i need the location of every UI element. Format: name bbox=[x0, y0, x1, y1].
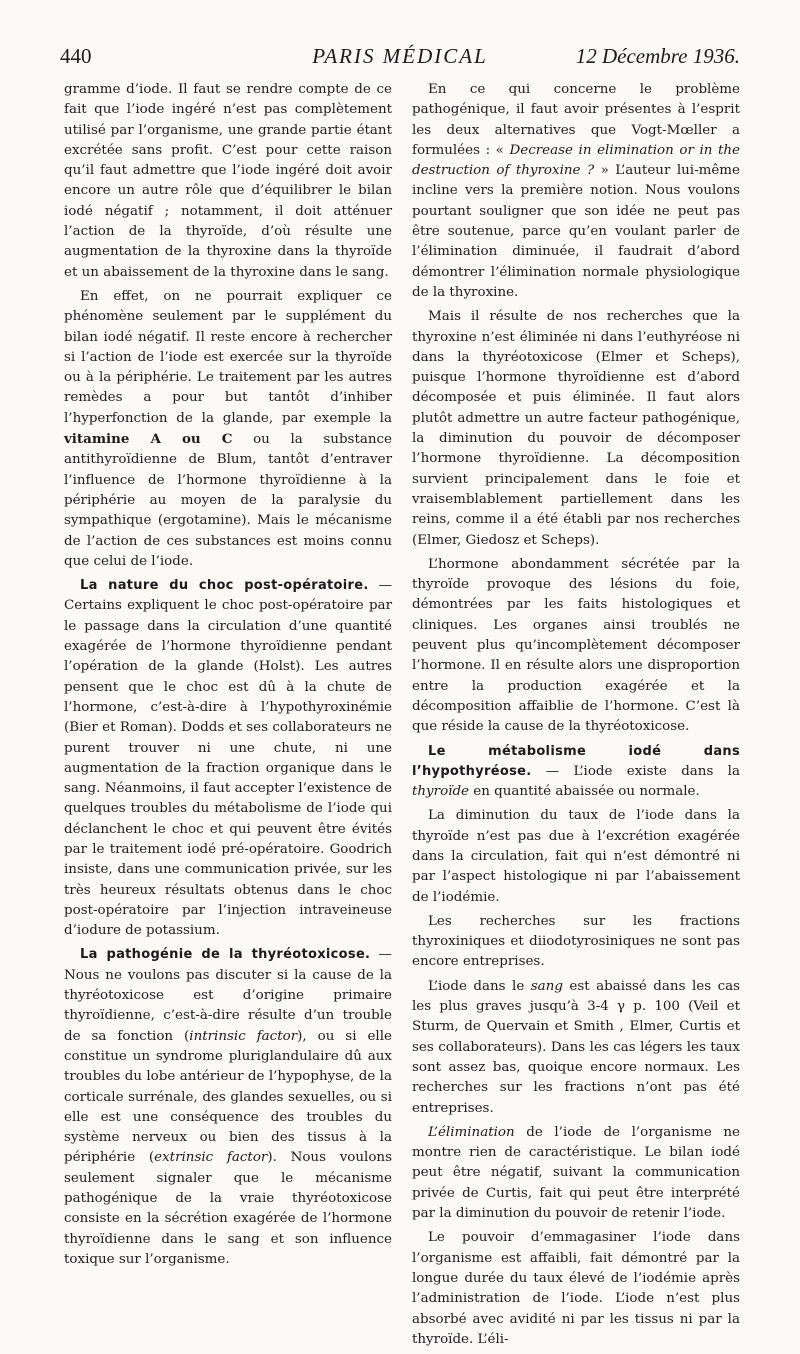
bold-term: vitamine A ou C bbox=[64, 431, 233, 448]
paragraph: Le pouvoir d’emmagasiner l’iode dans l’organisme est affaibli, fait démontré par la longue durée du taux élevé de l’iodémie après l’administration de l’iode. L’iode n’est plus absorbé avec avidité ni par les tissus ni par la thyroïde. L’éli- bbox=[412, 1230, 740, 1347]
italic-term: L’élimination bbox=[428, 1124, 515, 1140]
left-column bbox=[64, 80, 392, 1274]
italic-term: extrinsic factor bbox=[154, 1150, 268, 1166]
italic-term: thyroïde bbox=[412, 784, 470, 800]
paragraph: La nature du choc post-opératoire. — Certains expliquent le choc post-opératoire par le passage dans la circulation d’une quantité exagérée de l’hormone thyroïdienne pendant l’opération de la glande (Holst). Les autres pensent que le choc est dû à la chute de l’hormone, c’est-à-dire à l’hypothyroxinémie (Bier et Roman). Dodds et ses collaborateurs ne purent trouver ni une chute, ni une augmentation de la fraction organique dans le sang. Néanmoins, il faut accepter l’existence de quelques troubles du métabolisme de l’iode qui déclanchent le choc et qui peuvent être évités par le traitement iodé pré-opératoire. Goodrich insiste, dans une communication privée, sur les très heureux résultats obtenus dans le choc post-opératoire par l’injection intraveineuse d’iodure de potassium. bbox=[64, 578, 392, 939]
running-header bbox=[60, 44, 740, 74]
paragraph: L’iode dans le sang est abaissé dans les cas les plus graves jusqu’à 3-4 γ p. 100 (Veil et Sturm, de Quervain et Smith , Elmer, Curtis et ses collaborateurs). Dans les cas légers les taux sont assez bas, quoique encore normaux. Les recherches sur les fractions n’ont pas été entreprises. bbox=[412, 978, 741, 1116]
page-number: 440 bbox=[60, 44, 92, 68]
italic-quote: Decrease in elimination or in the destruction of thyroxine ? bbox=[412, 142, 740, 179]
paragraph: La diminution du taux de l’iode dans la thyroïde n’est pas due à l’excrétion exagérée dans la circulation, fait qui n’est démontré ni par l’aspect histologique ni par l’abaissement de l’iodémie. bbox=[412, 808, 740, 905]
italic-term: sang bbox=[530, 978, 563, 994]
paragraph: En effet, on ne pourrait expliquer ce phénomène seulement par le supplément du bilan iodé négatif. Il reste encore à rechercher si l’action de l’iode est exercée sur la thyroïde ou à la périphérie. Le traitement par les autres remèdes a pour but tantôt d’inhiber l’hyperfonction de la glande, par exemple la vitamine A ou C ou la substance antithyroïdienne de Blum, tantôt d’entraver l’influence de l’hormone thyroïdienne à la périphérie au moyen de la paralysie du sympathique (ergotamine). Mais le mécanisme de l’action de ces substances est moins connu que celui de l’iode. bbox=[64, 288, 392, 569]
issue-date: 12 Décembre 1936. bbox=[575, 44, 740, 68]
section-heading: La pathogénie de la thyréotoxicose. bbox=[80, 947, 371, 963]
paragraph: En ce qui concerne le problème pathogénique, il faut avoir présentes à l’esprit les deux alternatives que Vogt-Mœller a formulées : « Decrease in elimination or in the destruction of thyroxine ? » L’auteur lui-même incline vers la première notion. Nous voulons pourtant souligner que son idée ne peut pas être soutenue, parce qu’en voulant parler de l’élimination diminuée, il faudrait d’abord démontrer l’élimination normale physiologique de la thyroxine. bbox=[412, 82, 740, 300]
paragraph: Le métabolisme iodé dans l’hypothyréose. — L’iode existe dans la thyroïde en quantité abaissée ou normale. bbox=[412, 743, 740, 800]
paragraph: La pathogénie de la thyréotoxicose. — Nous ne voulons pas discuter si la cause de la thyréotoxicose est d’origine primaire thyroïdienne, c’est-à-dire résulte d’un trouble de sa fonction (intrinsic factor), ou si elle constitue un syndrome pluriglandulaire dû aux troubles du lobe antérieur de l’hypophyse, de la corticale surrénale, des glandes sexuelles, ou si elle est une conséquence des troubles du système nerveux ou bien des tissus à la périphérie (extrinsic factor). Nous voulons seulement signaler que le mécanisme pathogénique de la vraie thyréotoxicose consiste en la sécrétion exagérée de l’hormone thyroïdienne dans le sang et son influence toxique sur l’organisme. bbox=[64, 947, 392, 1267]
paragraph: Mais il résulte de nos recherches que la thyroxine n’est éliminée ni dans l’euthyréose ni dans la thyréotoxicose (Elmer et Scheps), puisque l’hormone thyroïdienne est d’abord décomposée et puis éliminée. Il faut alors plutôt admettre un autre facteur pathogénique, la diminution du pouvoir de décomposer l’hormone thyroïdienne. La décomposition survient principalement dans le foie et vraisemblablement partiellement dans les reins, comme il a été établi par nos recherches (Elmer, Giedosz et Scheps). bbox=[412, 309, 740, 548]
paragraph: L’élimination de l’iode de l’organisme ne montre rien de caractéristique. Le bilan iodé peut être négatif, suivant la communication privée de Curtis, fait qui peut être interprété par la diminution du pouvoir de retenir l’iode. bbox=[412, 1124, 740, 1222]
paragraph: gramme d’iode. Il faut se rendre compte de ce fait que l’iode ingéré n’est pas complètement utilisé par l’organisme, une grande partie étant excrétée sans profit. C’est pour cette raison qu’il faut admettre que l’iode ingéré doit avoir encore un autre rôle que d’équilibrer le bilan iodé négatif ; notamment, il doit atténuer l’action de la thyroïde, d’où résulte une augmentation de la thyroxine dans la thyroïde et un abaissement de la thyroxine dans le sang. bbox=[64, 82, 392, 280]
paragraph: L’hormone abondamment sécrétée par la thyroïde provoque des lésions du foie, démontrées par les faits histologiques et cliniques. Les organes ainsi troublés ne peuvent plus qu’incomplètement décomposer l’hormone. Il en résulte alors une disproportion entre la production exagérée et la décomposition affaiblie de l’hormone. C’est là que réside la cause de la thyréotoxicose. bbox=[412, 556, 740, 735]
right-column bbox=[412, 80, 740, 1354]
section-heading: La nature du choc post-opératoire. bbox=[80, 578, 369, 594]
section-heading: Le métabolisme iodé dans l’hypothyréose. bbox=[412, 743, 740, 779]
italic-term: intrinsic factor bbox=[189, 1028, 298, 1044]
journal-title: PARIS MÉDICAL bbox=[312, 44, 488, 68]
paragraph: Les recherches sur les fractions thyroxiniques et diiodotyrosiniques ne sont pas encore entreprises. bbox=[412, 913, 740, 970]
